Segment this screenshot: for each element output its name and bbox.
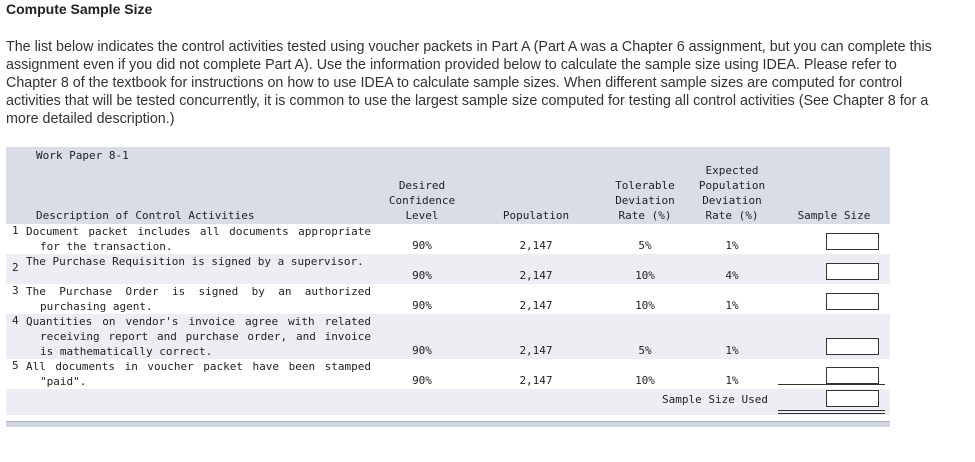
- row-number: 3: [12, 284, 19, 297]
- row-number: 5: [12, 359, 19, 372]
- row-description: The Purchase Order is signed by an authorized purchasing agent.: [26, 285, 371, 313]
- sample-size-input-3[interactable]: [826, 293, 879, 310]
- row-description: The Purchase Requisition is signed by a supervisor.: [26, 255, 364, 268]
- sample-size-input-5[interactable]: [826, 367, 879, 384]
- row-confidence: 90%: [412, 269, 432, 282]
- table-row: [6, 284, 890, 314]
- row-confidence: 90%: [412, 239, 432, 252]
- row-tolerable-rate: 5%: [638, 344, 652, 357]
- row-number: 2: [12, 261, 19, 274]
- row-expected-rate: 1%: [725, 374, 739, 387]
- row-population: 2,147: [519, 344, 553, 357]
- row-population: 2,147: [519, 374, 553, 387]
- row-expected-rate: 4%: [725, 269, 739, 282]
- table-row: [6, 254, 890, 284]
- table-header: [6, 147, 890, 224]
- row-expected-rate: 1%: [725, 344, 739, 357]
- work-paper-table: [6, 147, 890, 415]
- table-scrollbar[interactable]: [6, 421, 890, 427]
- row-tolerable-rate: 10%: [635, 299, 655, 312]
- row-tolerable-rate: 5%: [638, 239, 652, 252]
- row-tolerable-rate: 10%: [635, 269, 655, 282]
- sample-size-input-4[interactable]: [826, 338, 879, 355]
- row-number: 1: [12, 224, 19, 237]
- table-row: [6, 224, 890, 254]
- double-rule: [778, 410, 885, 414]
- row-population: 2,147: [519, 269, 553, 282]
- row-expected-rate: 1%: [725, 299, 739, 312]
- row-population: 2,147: [519, 299, 553, 312]
- row-description: Document packet includes all documents appropriate for the transaction.: [26, 225, 371, 253]
- row-confidence: 90%: [412, 374, 432, 387]
- column-header-confidence: Desired Confidence Level: [388, 179, 456, 222]
- sample-size-used-input[interactable]: [826, 390, 879, 407]
- sample-size-used-label: Sample Size Used: [662, 393, 768, 406]
- column-header-description: Description of Control Activities: [36, 209, 255, 222]
- row-tolerable-rate: 10%: [635, 374, 655, 387]
- row-expected-rate: 1%: [725, 239, 739, 252]
- row-confidence: 90%: [412, 299, 432, 312]
- sample-size-input-1[interactable]: [826, 233, 879, 250]
- row-description: All documents in voucher packet have been stamped "paid".: [26, 360, 371, 388]
- column-header-sample-size: Sample Size: [797, 209, 871, 222]
- row-population: 2,147: [519, 239, 553, 252]
- total-rule: [778, 384, 885, 385]
- table-row: [6, 314, 890, 359]
- row-confidence: 90%: [412, 344, 432, 357]
- work-paper-title: Work Paper 8-1: [36, 149, 129, 162]
- instructions-text: The list below indicates the control activities tested using voucher packets in Part A (Part A was a Chapter 6 assignment, but you can complete this assignment even if you did not complete Part A). Use the information provided below to calculate the sample size using IDEA. Please refer to Chapter 8 of the textbook for instructions on how to use IDEA to calculate sample sizes. When different sample sizes are computed for control activities that will be tested concurrently, it is common to use the largest sample size computed for testing all control activities (See Chapter 8 for a more detailed description.): [6, 39, 932, 127]
- column-header-population: Population: [502, 209, 570, 222]
- sample-size-input-2[interactable]: [826, 263, 879, 280]
- page-title: Compute Sample Size: [6, 1, 153, 17]
- row-number: 4: [12, 314, 19, 327]
- column-header-tolerable-rate: Tolerable Deviation Rate (%): [615, 179, 675, 222]
- column-header-expected-rate: Expected Population Deviation Rate (%): [698, 164, 766, 222]
- table-row: [6, 359, 890, 389]
- row-description: Quantities on vendor's invoice agree with related receiving report and purchase order, and invoice is mathematically correct.: [26, 315, 371, 358]
